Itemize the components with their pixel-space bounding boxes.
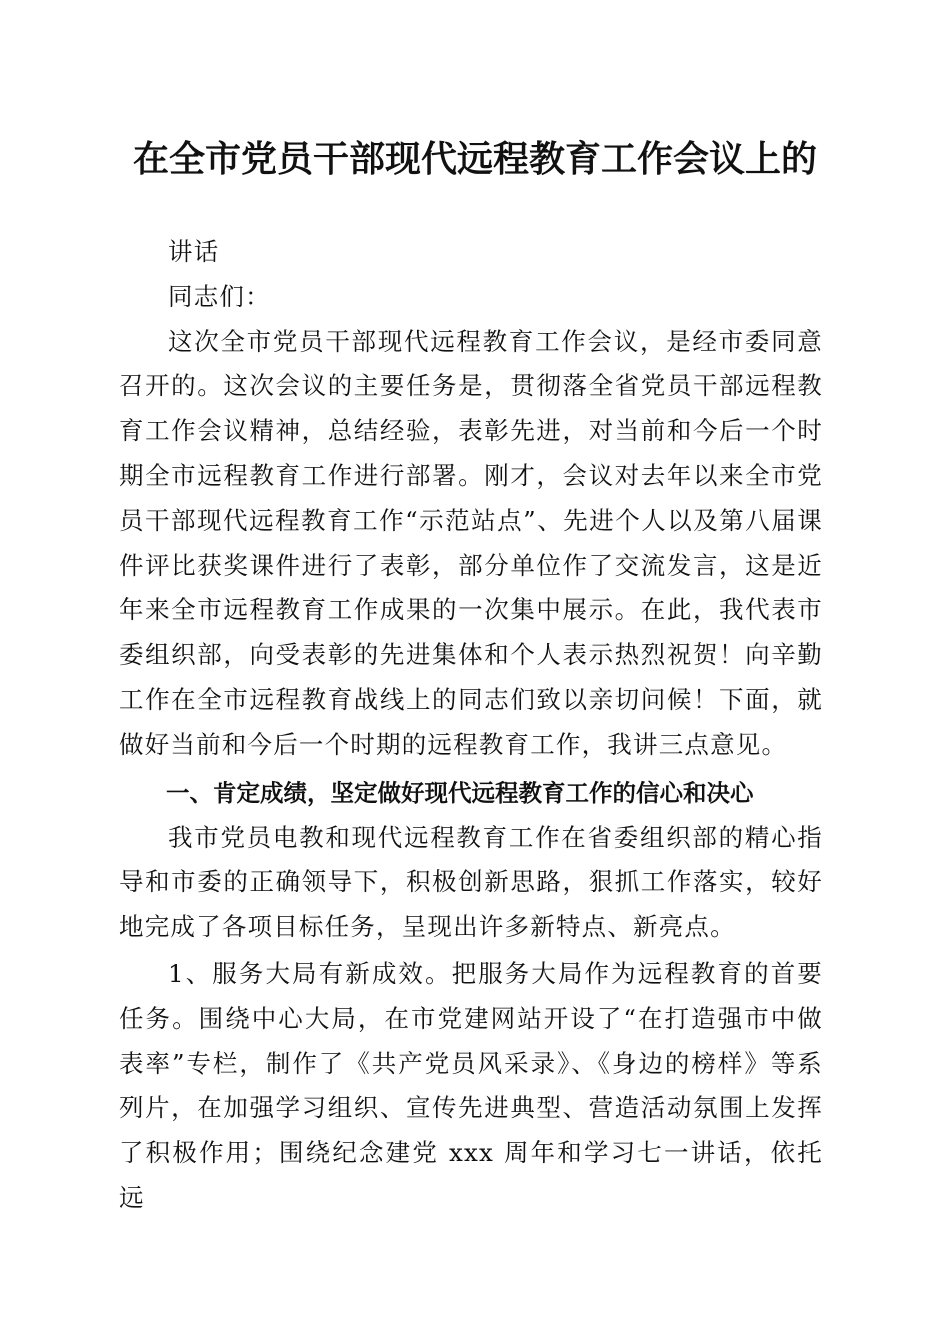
document-title: 在全市党员干部现代远程教育工作会议上的 [132,139,817,180]
point-1-paragraph: 1、服务大局有新成效。把服务大局作为远程教育的首要任务。围绕中心大局，在市党建网站开设了“在打造强市中做表率”专栏，制作了《共产党员风采录》、《身边的榜样》等系列片，在加强学习组织、宣传先进典型、营造活动氛围上发挥了积极作用；围绕纪念建党 xxx 周年和学习七一讲话，依托远 [119,958,823,1212]
title-continuation: 讲话 [168,237,220,266]
section-1-paragraph: 我市党员电教和现代远程教育工作在省委组织部的精心指导和市委的正确领导下，积极创新思路，狠抓工作落实，较好地完成了各项目标任务，呈现出许多新特点、新亮点。 [119,822,823,942]
intro-paragraph: 这次全市党员干部现代远程教育工作会议，是经市委同意召开的。这次会议的主要任务是，贯彻落全省党员干部远程教育工作会议精神，总结经验，表彰先进，对当前和今后一个时期全市远程教育工作进行部署。刚才，会议对去年以来全市党员干部现代远程教育工作“示范站点”、先进个人以及第八届课件评比获奖课件进行了表彰，部分单位作了交流发言，这是近年来全市远程教育工作成果的一次集中展示。在此，我代表市委组织部，向受表彰的先进集体和个人表示热烈祝贺！向辛勤工作在全市远程教育战线上的同志们致以亲切问候！下面，就做好当前和今后一个时期的远程教育工作，我讲三点意见。 [119,326,823,759]
section-heading-1: 一、肯定成绩，坚定做好现代远程教育工作的信心和决心 [166,778,754,807]
document-body [119,230,823,1221]
salutation: 同志们： [168,281,271,311]
